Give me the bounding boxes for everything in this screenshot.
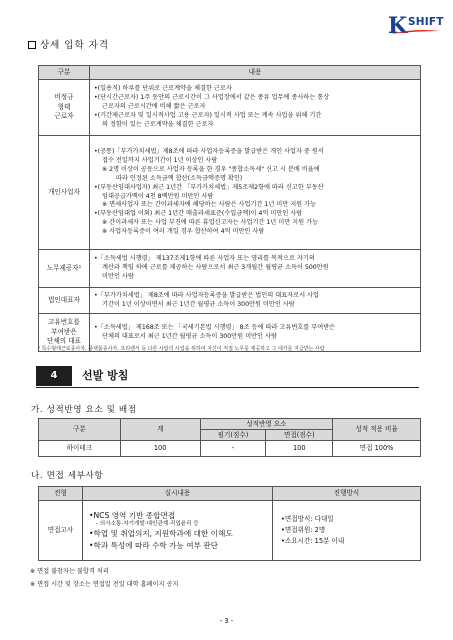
row-label-line: 단체의 대표: [47, 337, 81, 346]
checkbox-square-icon: [28, 41, 36, 49]
logo-k-letter: K: [388, 13, 408, 39]
content-line: 의 정함이 있는 근로계약을 체결한 근로자: [102, 120, 214, 128]
eval-header-ratio: 성적 적용 비율: [333, 419, 421, 441]
table-row: [39, 501, 421, 561]
interview-cell-content: [83, 501, 273, 561]
kshift-logo: [388, 9, 446, 39]
eval-header-category: 구분: [39, 419, 121, 441]
row-label-line: 비정규: [54, 93, 74, 102]
interview-header-method: 진행방식: [273, 487, 421, 501]
content-line: •(부동산임대사업자) 최근 1년간 「부가가치세법」제5조제2항에 따라 신고한 부동산: [94, 183, 324, 191]
content-line: 임대공급가액이 4천 8백만원 미만인 사람: [102, 192, 214, 200]
table-row: [39, 80, 421, 136]
eval-cell-category: 하이테크: [39, 441, 121, 457]
interview-header-type: 전형: [39, 487, 83, 501]
eval-header-interview: 면접(점수): [266, 430, 333, 441]
table-row: [39, 441, 421, 457]
row-label-line: 고유번호를: [48, 318, 80, 327]
section-4-heading: [36, 366, 419, 386]
header-content: 내용: [90, 66, 421, 80]
eval-header-group: 성적반영 요소: [200, 419, 333, 430]
heading-underline: [36, 387, 419, 388]
row-label: [39, 80, 90, 136]
row-content: [90, 136, 421, 250]
row-label-line: 노무제공자¹: [46, 263, 82, 272]
row-label: [39, 250, 90, 288]
interview-item: - 의사소통·자기개발·대인관계·직업윤리 등: [96, 521, 199, 528]
content-line: ※ 2명 이상이 공동으로 사업자 등록을 한 경우 "종합소득세" 신고 시 분배 비율에: [102, 165, 320, 173]
note-absence: ※ 면접 불참자는 불합격 처리: [30, 568, 109, 575]
content-line: •(기간제근로자 및 일시적사업 고용 근로자) 일시적 사업 또는 계속 사업을 위해 기간: [94, 111, 322, 119]
row-content: [90, 288, 421, 314]
content-line: •「소득세법」 제168조 또는 「국세기본법 시행령」 8조 등에 따라 고유번호를 부여받은: [94, 323, 336, 331]
page-number: - 3 -: [219, 617, 234, 625]
table-row: [39, 288, 421, 314]
section-title-text: 상세 입학 자격: [40, 40, 110, 51]
interview-table: [38, 486, 421, 561]
eval-header-written: 필기(점수): [200, 430, 266, 441]
interview-item: •NCS 영역 기반 종합면접: [89, 511, 176, 521]
eval-cell-interview: 100: [266, 441, 333, 457]
eval-cell-total: 100: [120, 441, 200, 457]
interview-method-item: •소요시간: 15분 이내: [281, 537, 345, 546]
interview-item: •학업 및 취업의지, 지원학과에 대한 이해도: [89, 529, 233, 539]
table-row: [39, 136, 421, 250]
row-content: [90, 80, 421, 136]
interview-method-item: •면접위원: 2명: [281, 525, 326, 534]
content-line: ※ 면세사업자 또는 간이과세자에 해당하는 사람은 사업기간 1년 미만 지원 가능: [102, 201, 317, 209]
section-number-badge: 4: [36, 366, 72, 386]
qualification-table: [38, 65, 421, 352]
row-label: [39, 136, 90, 250]
content-line: •(일용직) 하루를 단위로 근로계약을 체결한 근로자: [94, 85, 232, 93]
row-label: [39, 288, 90, 314]
eval-header-total: 계: [120, 419, 200, 441]
interview-method-item: •면접방식: 다대일: [281, 514, 334, 523]
note-schedule: ※ 면접 시간 및 장소는 면접일 전일 대학 홈페이지 공지: [30, 581, 179, 588]
logo-swoosh-icon: [390, 29, 440, 35]
logo-shift-text: SHIFT: [408, 16, 444, 28]
content-line: 기간이 1년 이상이면서 최근 1년간 월평균 소득이 300만원 미만인 사람: [102, 300, 295, 308]
content-line: 계산과 책임 하에 근로를 제공하는 사람으로서 최근 3개월간 월평균 소득이 500만원: [102, 264, 329, 271]
content-line: 근로자의 근로시간에 비해 짧은 근로자: [102, 103, 206, 110]
header-category: 구분: [39, 66, 90, 80]
row-content: [90, 250, 421, 288]
row-label-line: 부여받은: [51, 327, 77, 336]
interview-cell-label: 면접고사: [39, 501, 83, 561]
row-label-line: 형태: [57, 102, 71, 111]
content-line: 접수 전일까지 사업기간이 1년 이상인 사람: [102, 156, 218, 164]
content-line: 따라 인정된 소득금액 합산(소득금액증명 확인): [116, 174, 243, 182]
interview-header-content: 실시내용: [83, 487, 273, 501]
qualification-table-header: [39, 66, 421, 80]
eval-cell-ratio: 면접 100%: [333, 441, 421, 457]
row-label-line: 개인사업자: [48, 187, 80, 196]
section-title: [28, 40, 109, 52]
row-label-line: 근로자: [54, 112, 74, 121]
content-line: •(공통)「부가가치세법」제8조에 따라 사업자등록증을 발급받은 개인 사업자 중 원서: [94, 147, 324, 155]
content-line: ※ 간이과세자 또는 사업 부진에 따른 휴업신고자는 사업기간 1년 미만 지원 가능: [102, 219, 319, 227]
subheading-score: 가. 성적반영 요소 및 배점: [31, 405, 137, 415]
content-line: 단체의 대표로서 최근 1년간 월평균 소득이 300만원 미만인 사람: [102, 332, 277, 340]
content-line: •(부동산임대업 이외) 최근 1년간 매출과세표준(수입금액)이 4억 미만인 사람: [94, 210, 303, 218]
interview-cell-method: [273, 501, 421, 561]
interview-item: •학과 특성에 따라 수학 가능 여부 판단: [89, 540, 218, 550]
content-line: 미만인 사람: [102, 272, 134, 280]
eval-cell-written: -: [200, 441, 266, 457]
footnote: ¹ 특수형태근로종사자, 플랫폼종사자, 프리랜서 등 다른 사람의 사업을 위하여 자신이 직접 노무를 제공하고 그 대가를 지급받는 사람: [38, 346, 325, 352]
content-line: •「부가가치세법」 제8조에 따라 사업자등록증을 발급받은 법인의 대표자로서 사업: [94, 291, 319, 299]
content-line: ※ 사업자등록증이 여러 개일 경우 합산하여 4억 미만인 사람: [102, 228, 265, 236]
table-row: [39, 250, 421, 288]
subheading-interview: 나. 면접 세부사항: [31, 471, 104, 481]
content-line: •「소득세법 시행령」 제137조제1항에 따른 사업자 또는 영리를 목적으로 자기의: [94, 255, 315, 263]
content-line: •(단시간근로자) 1주 동안의 근로시간이 그 사업장에서 같은 종류 업무에 종사하는 통상: [94, 94, 330, 102]
evaluation-table: [38, 418, 421, 457]
section-heading-text: 선발 방침: [82, 369, 129, 382]
row-label-line: 법인대표자: [48, 295, 80, 304]
